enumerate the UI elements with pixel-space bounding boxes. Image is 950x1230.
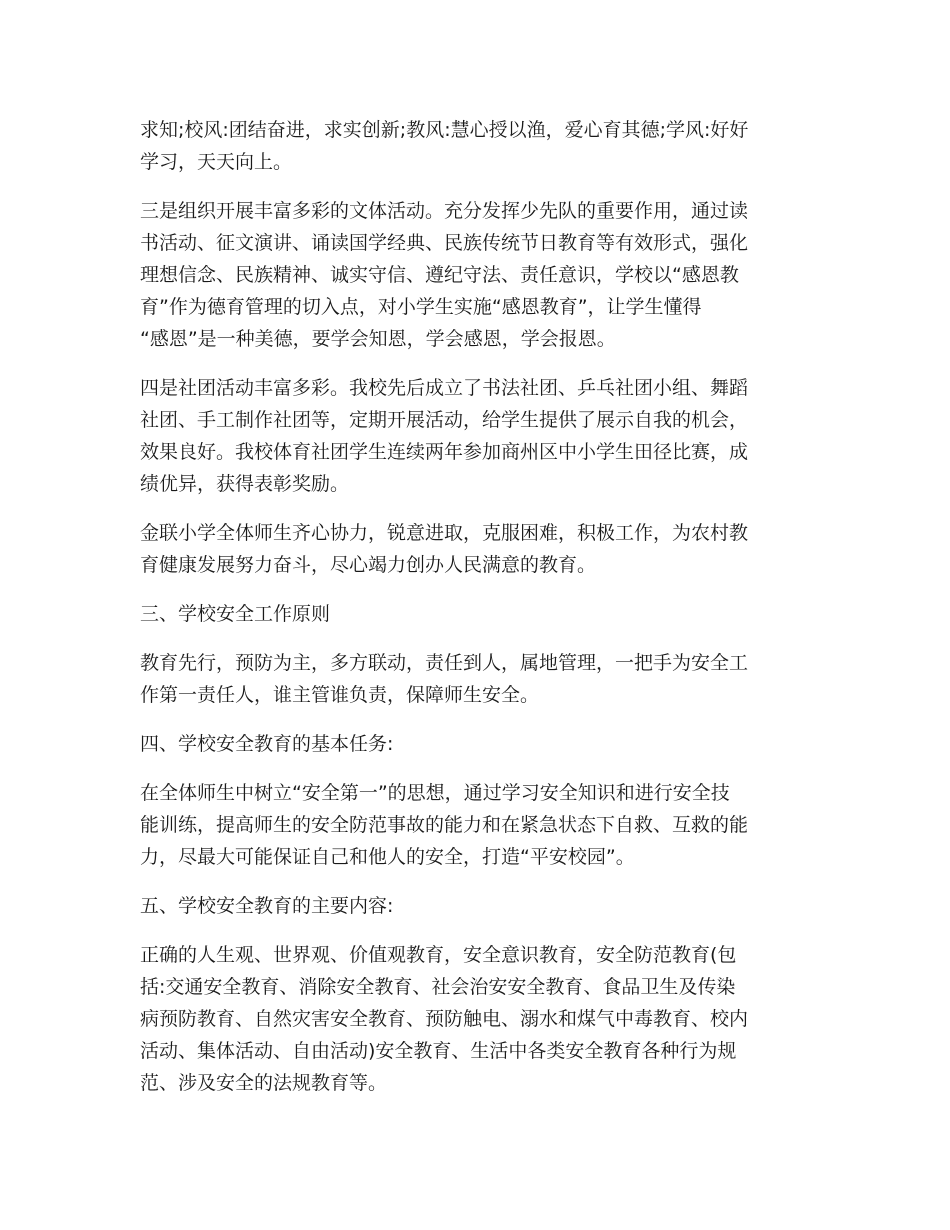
heading-safety-content: 五、学校安全教育的主要内容: [140,895,394,917]
paragraph-safety-principles: 教育先行，预防为主，多方联动，责任到人，属地管理，一把手为安全工 作第一责任人，谁主管谁负责，保障师生安全。 [140,652,749,706]
paragraph-club-activities: 四是社团活动丰富多彩。我校先后成立了书法社团、乒乓社团小组、舞蹈 社团、手工制作社团等，定期开展活动，给学生提供了展示自我的机会， 效果良好。我校体育社团学生连续两年参加商州区中小学生田径比赛，成 绩优异，获得表彰奖励。 [140,377,749,495]
paragraph-safety-tasks: 在全体师生中树立“安全第一”的思想，通过学习安全知识和进行安全技 能训练，提高师生的安全防范事故的能力和在紧急状态下自救、互救的能 力，尽最大可能保证自己和他人的安全，打造“平安校园”。 [140,782,749,868]
heading-safety-principles: 三、学校安全工作原则 [140,603,331,625]
paragraph-school-motto: 求知;校风:团结奋进，求实创新;教风:慧心授以渔，爱心育其德;学风:好好 学习，天天向上。 [140,119,749,173]
paragraph-school-summary: 金联小学全体师生齐心协力，锐意进取，克服困难，积极工作，为农村教 育健康发展努力奋斗，尽心竭力创办人民满意的教育。 [140,522,749,576]
heading-safety-tasks: 四、学校安全教育的基本任务: [140,733,394,755]
document-body [140,114,812,1116]
paragraph-safety-content: 正确的人生观、世界观、价值观教育，安全意识教育，安全防范教育(包 括:交通安全教育、消除安全教育、社会治安安全教育、食品卫生及传染 病预防教育、自然灾害安全教育、预防触电、溺水和煤气中毒教育、校内 活动、集体活动、自由活动)安全教育、生活中各类安全教育各种行为规 范、涉及安全的法规教育等。 [140,944,749,1094]
paragraph-cultural-activities: 三是组织开展丰富多彩的文体活动。充分发挥少先队的重要作用，通过读 书活动、征文演讲、诵读国学经典、民族传统节日教育等有效形式，强化 理想信念、民族精神、诚实守信、遵纪守法、责任意识，学校以“感恩教 育”作为德育管理的切入点，对小学生实施“感恩教育”，让学生懂得 “感恩”是一种美德，要学会知恩，学会感恩，学会报恩。 [140,200,749,350]
